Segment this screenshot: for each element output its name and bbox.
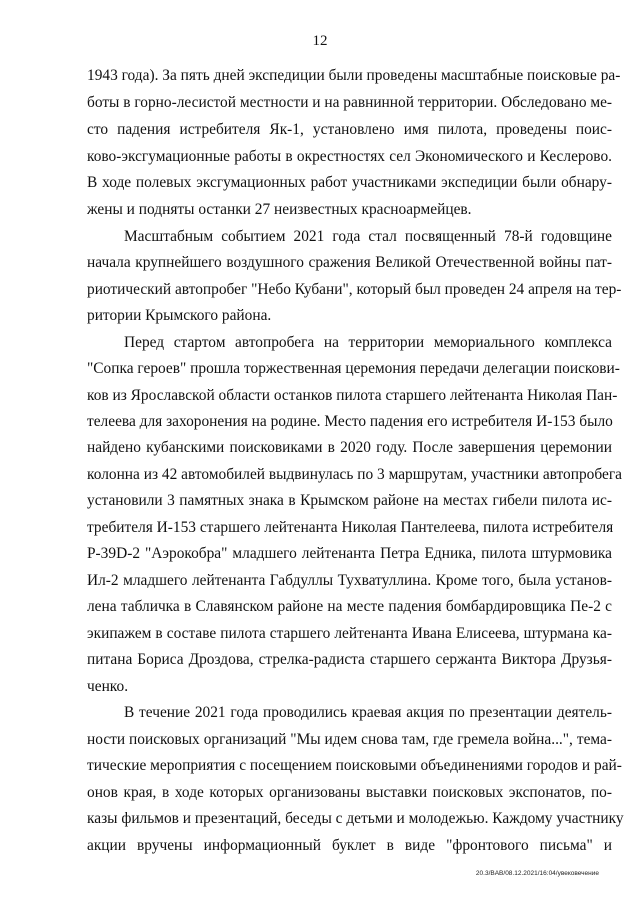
- paragraph-3-line-14: ченко.: [87, 678, 129, 695]
- paragraph-2-line-1: Масштабным событием 2021 года стал посвященный 78-й годовщине: [124, 228, 612, 245]
- paragraph-1-line-3: сто падения истребителя Як-1, установлено имя пилота, проведены поис-: [87, 121, 612, 138]
- paragraph-1-line-5: В ходе полевых эксгумационных работ участниками экспедиции были обнару-: [87, 174, 612, 191]
- paragraph-2-line-2: начала крупнейшего воздушного сражения Великой Отечественной войны пат-: [87, 254, 612, 271]
- paragraph-1-line-4: ково-эксгумационные работы в окрестностях сел Экономического и Кеслерово.: [87, 148, 612, 165]
- paragraph-3-line-2: "Сопка героев" прошла торжественная церемония передачи делегации поискови-: [87, 360, 620, 377]
- paragraph-3-line-7: установили 3 памятных знака в Крымском районе на местах гибели пилота ис-: [87, 492, 612, 509]
- paragraph-3-line-1: Перед стартом автопробега на территории мемориального комплекса: [124, 334, 612, 351]
- paragraph-4-line-1: В течение 2021 года проводились краевая акция по презентации деятель-: [124, 704, 612, 721]
- paragraph-2-line-4: ритории Крымского района.: [87, 307, 272, 324]
- paragraph-4-line-2: ности поисковых организаций "Мы идем снова там, где гремела война...", тема-: [87, 731, 612, 748]
- paragraph-4-line-5: казы фильмов и презентаций, беседы с детьми и молодежью. Каждому участнику: [87, 810, 624, 827]
- paragraph-1-line-6: жены и подняты останки 27 неизвестных красноармейцев.: [87, 201, 472, 218]
- paragraph-3-line-5: найдено кубанскими поисковиками в 2020 году. После завершения церемонии: [87, 439, 612, 456]
- paragraph-4-line-6: акции вручены информационный буклет в виде "фронтового письма" и: [87, 837, 612, 854]
- paragraph-2-line-3: риотический автопробег "Небо Кубани", который был проведен 24 апреля на тер-: [87, 281, 622, 298]
- paragraph-4-line-4: онов края, в ходе которых организованы выставки поисковых экспонатов, по-: [87, 784, 612, 801]
- page-number: 12: [312, 33, 328, 49]
- paragraph-1-line-1: 1943 года). За пять дней экспедиции были проведены масштабные поисковые ра-: [87, 67, 621, 84]
- paragraph-3-line-13: питана Бориса Дроздова, стрелка-радиста старшего сержанта Виктора Друзья-: [87, 651, 612, 668]
- paragraph-3-line-3: ков из Ярославской области останков пилота старшего лейтенанта Николая Пан-: [87, 387, 618, 404]
- footer-stamp: 20.3/BAB/08.12.2021/16:04/увековечение: [475, 870, 599, 877]
- paragraph-3-line-6: колонна из 42 автомобилей выдвинулась по 3 маршрутам, участники автопробега: [87, 466, 622, 483]
- paragraph-3-line-8: требителя И-153 старшего лейтенанта Николая Пантелеева, пилота истребителя: [87, 519, 614, 536]
- paragraph-3-line-11: лена табличка в Славянском районе на месте падения бомбардировщика Пе-2 с: [87, 598, 612, 615]
- paragraph-3-line-12: экипажем в составе пилота старшего лейтенанта Ивана Елисеева, штурмана ка-: [87, 625, 612, 642]
- paragraph-1-line-2: боты в горно-лесистой местности и на равнинной территории. Обследовано ме-: [87, 94, 613, 111]
- paragraph-3-line-10: Ил-2 младшего лейтенанта Габдуллы Тухватуллина. Кроме того, была установ-: [87, 572, 612, 589]
- paragraph-3-line-4: телеева для захоронения на родине. Место падения его истребителя И-153 было: [87, 413, 613, 430]
- paragraph-4-line-3: тические мероприятия с посещением поисковыми объединениями городов и рай-: [87, 757, 622, 774]
- paragraph-3-line-9: Р-39D-2 "Аэрокобра" младшего лейтенанта Петра Едника, пилота штурмовика: [87, 545, 612, 562]
